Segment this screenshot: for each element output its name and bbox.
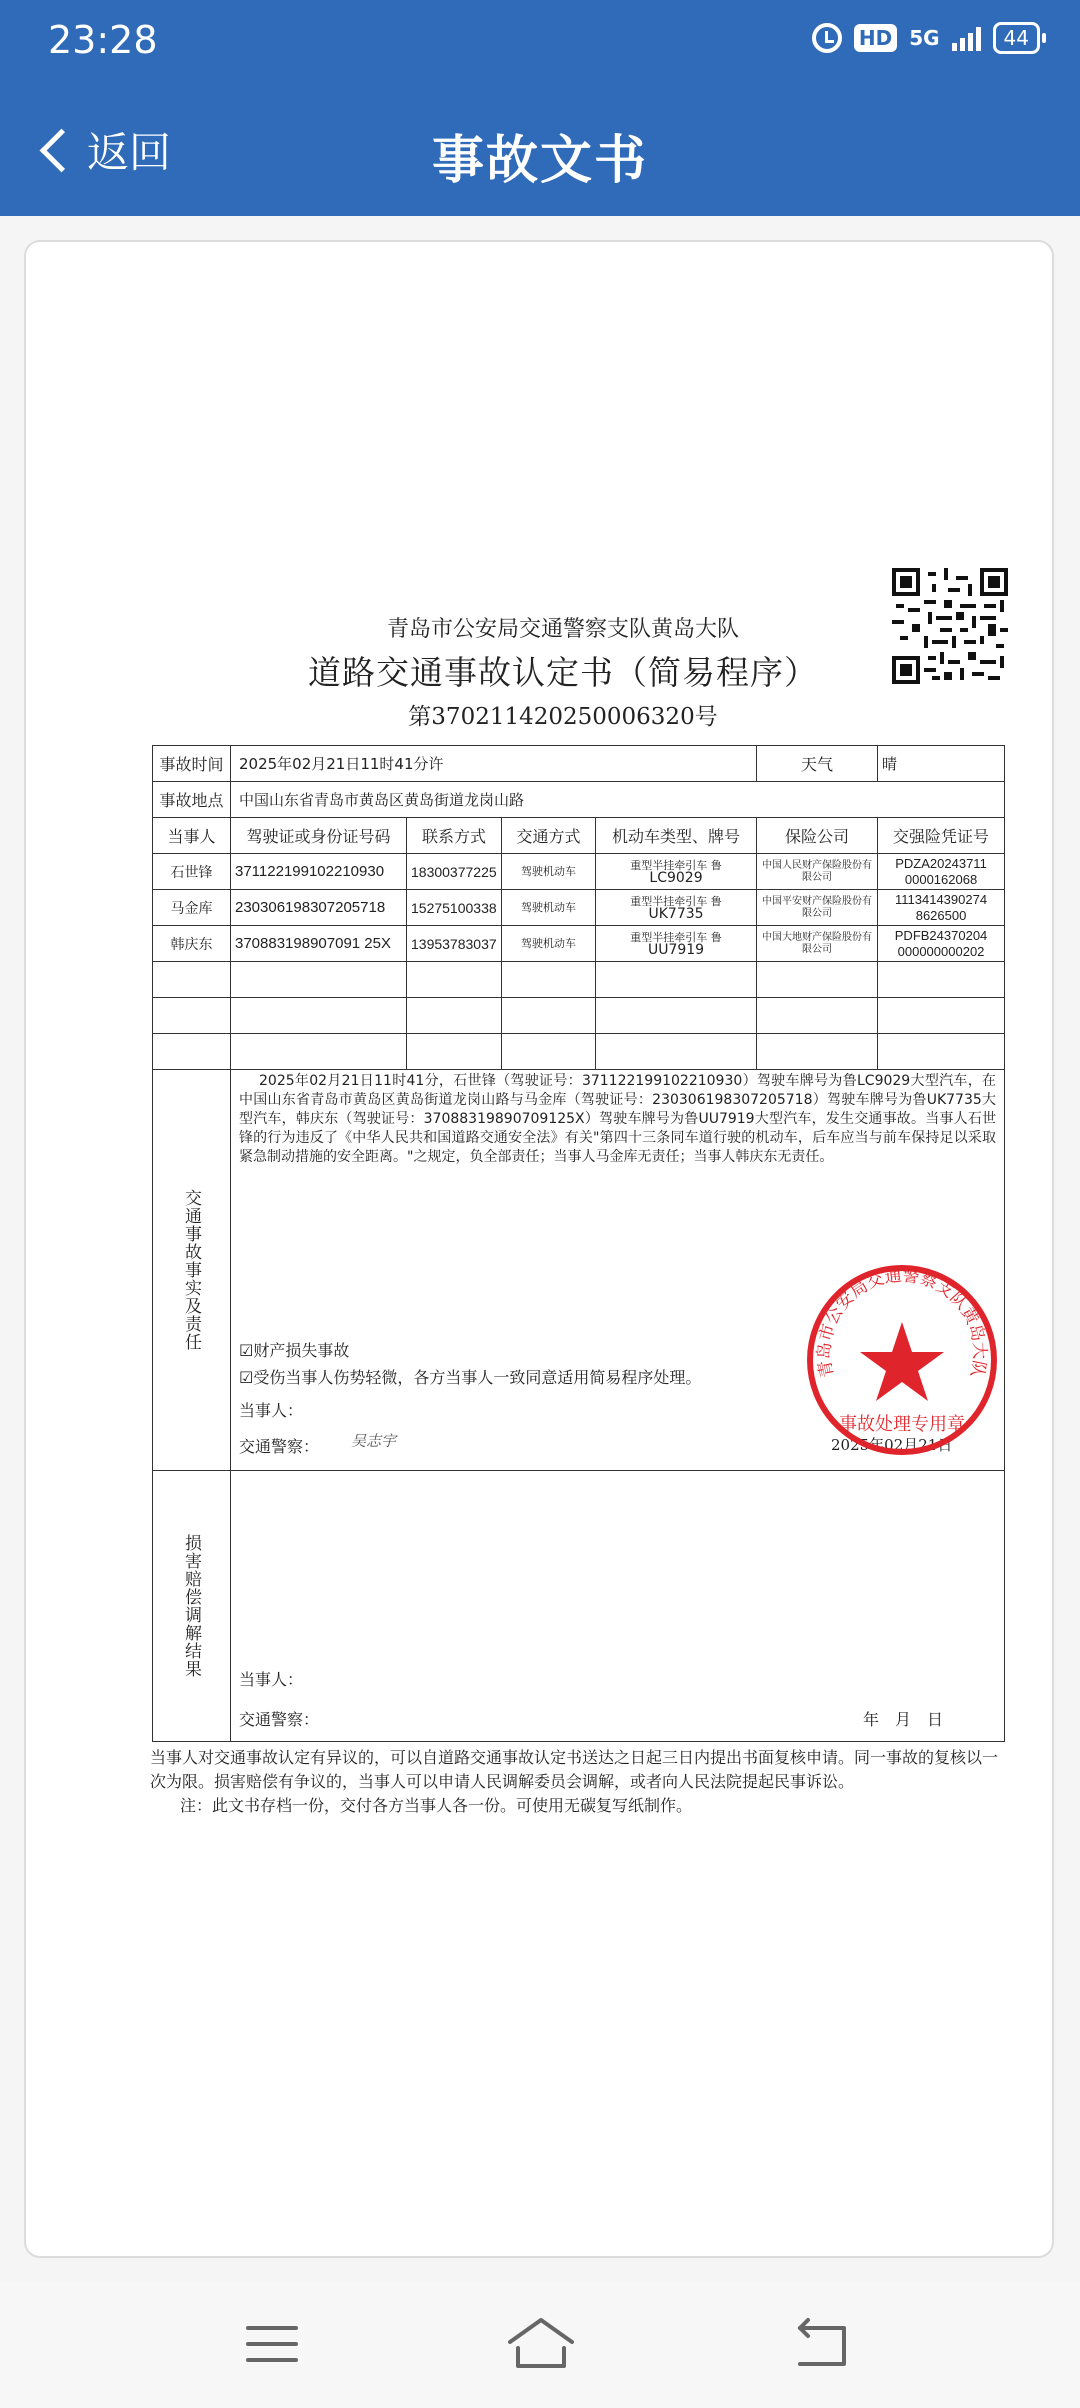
party-insurer: 中国平安财产保险股份有限公司 xyxy=(757,890,878,926)
table-row xyxy=(153,926,1005,962)
app-header xyxy=(0,0,1080,216)
blank-row xyxy=(153,998,1005,1034)
col-policy: 交强险凭证号 xyxy=(878,818,1005,854)
note-copies: 注：此文书存档一份，交付各方当事人各一份。可使用无碳复写纸制作。 xyxy=(180,1796,693,1815)
table-row xyxy=(153,854,1005,890)
menu-button[interactable] xyxy=(240,2312,304,2376)
signal-icon xyxy=(952,25,981,51)
status-icons xyxy=(812,22,1040,54)
party-phone: 13953783037 xyxy=(407,926,502,962)
home-button[interactable] xyxy=(506,2312,570,2376)
weather-value: 晴 xyxy=(878,746,1005,782)
system-back-button[interactable] xyxy=(790,2312,854,2376)
party-mode: 驾驶机动车 xyxy=(502,854,596,890)
svg-text:事故处理专用章: 事故处理专用章 xyxy=(839,1414,966,1435)
hd-icon: HD xyxy=(854,24,897,52)
comp-date: 年 月 日 xyxy=(863,1710,944,1729)
party-name: 马金库 xyxy=(153,890,231,926)
back-icon xyxy=(790,2312,854,2376)
party-policy: PDZA20243711 0000162068 xyxy=(878,854,1005,890)
label-location: 事故地点 xyxy=(153,782,231,818)
accident-time: 2025年02月21日11时41分许 xyxy=(231,746,757,782)
document-notes xyxy=(150,1746,1010,1818)
network-type: 5G xyxy=(909,26,940,50)
col-vehicle: 机动车类型、牌号 xyxy=(596,818,757,854)
checkbox-injury: ☑受伤当事人伤势轻微，各方当事人一致同意适用简易程序处理。 xyxy=(239,1368,702,1387)
col-mode: 交通方式 xyxy=(502,818,596,854)
party-name: 韩庆东 xyxy=(153,926,231,962)
menu-icon xyxy=(240,2312,304,2376)
party-license: 370883198907091 25X xyxy=(231,926,407,962)
battery-icon: 44 xyxy=(993,22,1040,54)
compensation-label: 损害赔偿调解结果 xyxy=(153,1471,231,1742)
comp-officer-label: 交通警察： xyxy=(239,1710,320,1729)
official-stamp xyxy=(802,1260,1002,1460)
party-license: 230306198307205718 xyxy=(231,890,407,926)
party-vehicle: 重型半挂牵引车 鲁 LC9029 xyxy=(596,854,757,890)
alarm-icon xyxy=(812,23,842,53)
party-insurer: 中国大地财产保险股份有限公司 xyxy=(757,926,878,962)
table-row xyxy=(153,890,1005,926)
blank-row xyxy=(153,1034,1005,1070)
party-phone: 15275100338 xyxy=(407,890,502,926)
facts-date: 2025年02月21日 xyxy=(831,1436,953,1454)
document-title: 道路交通事故认定书（简易程序） xyxy=(308,653,818,692)
system-nav-bar xyxy=(0,2282,1080,2408)
party-policy: 1113414390274 8626500 xyxy=(878,890,1005,926)
checkbox-property: ☑财产损失事故 xyxy=(239,1341,350,1360)
compensation-cell xyxy=(231,1471,1005,1742)
svg-text:青岛市公安局交通警察支队黄岛大队: 青岛市公安局交通警察支队黄岛大队 xyxy=(814,1265,990,1380)
party-mode: 驾驶机动车 xyxy=(502,926,596,962)
col-party: 当事人 xyxy=(153,818,231,854)
col-contact: 联系方式 xyxy=(407,818,502,854)
party-name: 石世锋 xyxy=(153,854,231,890)
label-weather: 天气 xyxy=(757,746,878,782)
party-sign-label: 当事人： xyxy=(239,1401,304,1420)
accident-document xyxy=(152,572,1004,1818)
col-license: 驾驶证或身份证号码 xyxy=(231,818,407,854)
party-mode: 驾驶机动车 xyxy=(502,890,596,926)
accident-table xyxy=(152,745,1005,1742)
label-time: 事故时间 xyxy=(153,746,231,782)
facts-label: 交通事故事实及责任 xyxy=(153,1070,231,1471)
status-time: 23:28 xyxy=(48,18,158,62)
qr-code xyxy=(892,568,1008,684)
officer-label: 交通警察： xyxy=(239,1437,320,1456)
accident-location: 中国山东省青岛市黄岛区黄岛街道龙岗山路 xyxy=(231,782,1005,818)
comp-party-label: 当事人： xyxy=(239,1670,304,1689)
facts-text: 2025年02月21日11时41分，石世锋（驾驶证号：371122199102210930）驾驶车牌号为鲁LC9029大型汽车，在中国山东省青岛市黄岛区黄岛街道龙岗山路与马金库（驾驶证号：230306198307205718）驾驶车牌号为鲁UK7735大型汽车，韩庆东（驾驶证号：37088319890709125X）驾驶车牌号为鲁UU7919大型汽车，发生交通事故。当事人石世锋的行为违反了《中华人民共和国道路交通安全法》有关"第四十三条同车道行驶的机动车，后车应当与前车保持足以采取紧急制动措施的安全距离。"之规定，负全部责任；当事人马金库无责任；当事人韩庆东无责任。 xyxy=(239,1073,997,1165)
note-appeal: 当事人对交通事故认定有异议的，可以自道路交通事故认定书送达之日起三日内提出书面复核申请。同一事故的复核以一次为限。损害赔偿有争议的，当事人可以申请人民调解委员会调解，或者向人民法院提起民事诉讼。 xyxy=(150,1748,999,1791)
party-insurer: 中国人民财产保险股份有限公司 xyxy=(757,854,878,890)
blank-row xyxy=(153,962,1005,998)
back-label: 返回 xyxy=(87,128,172,177)
document-card[interactable] xyxy=(24,240,1054,2258)
document-number: 第370211420250006320号 xyxy=(408,704,718,730)
party-vehicle: 重型半挂牵引车 鲁 UU7919 xyxy=(596,926,757,962)
home-icon xyxy=(506,2312,576,2376)
page-title: 事故文书 xyxy=(431,131,648,191)
officer-signature: 吴志宇 xyxy=(351,1432,397,1450)
facts-cell xyxy=(231,1070,1005,1471)
party-vehicle: 重型半挂牵引车 鲁 UK7735 xyxy=(596,890,757,926)
issuing-org: 青岛市公安局交通警察支队黄岛大队 xyxy=(386,617,739,642)
party-phone: 18300377225 xyxy=(407,854,502,890)
col-insurer: 保险公司 xyxy=(757,818,878,854)
party-license: 371122199102210930 xyxy=(231,854,407,890)
party-policy: PDFB24370204 000000000202 xyxy=(878,926,1005,962)
